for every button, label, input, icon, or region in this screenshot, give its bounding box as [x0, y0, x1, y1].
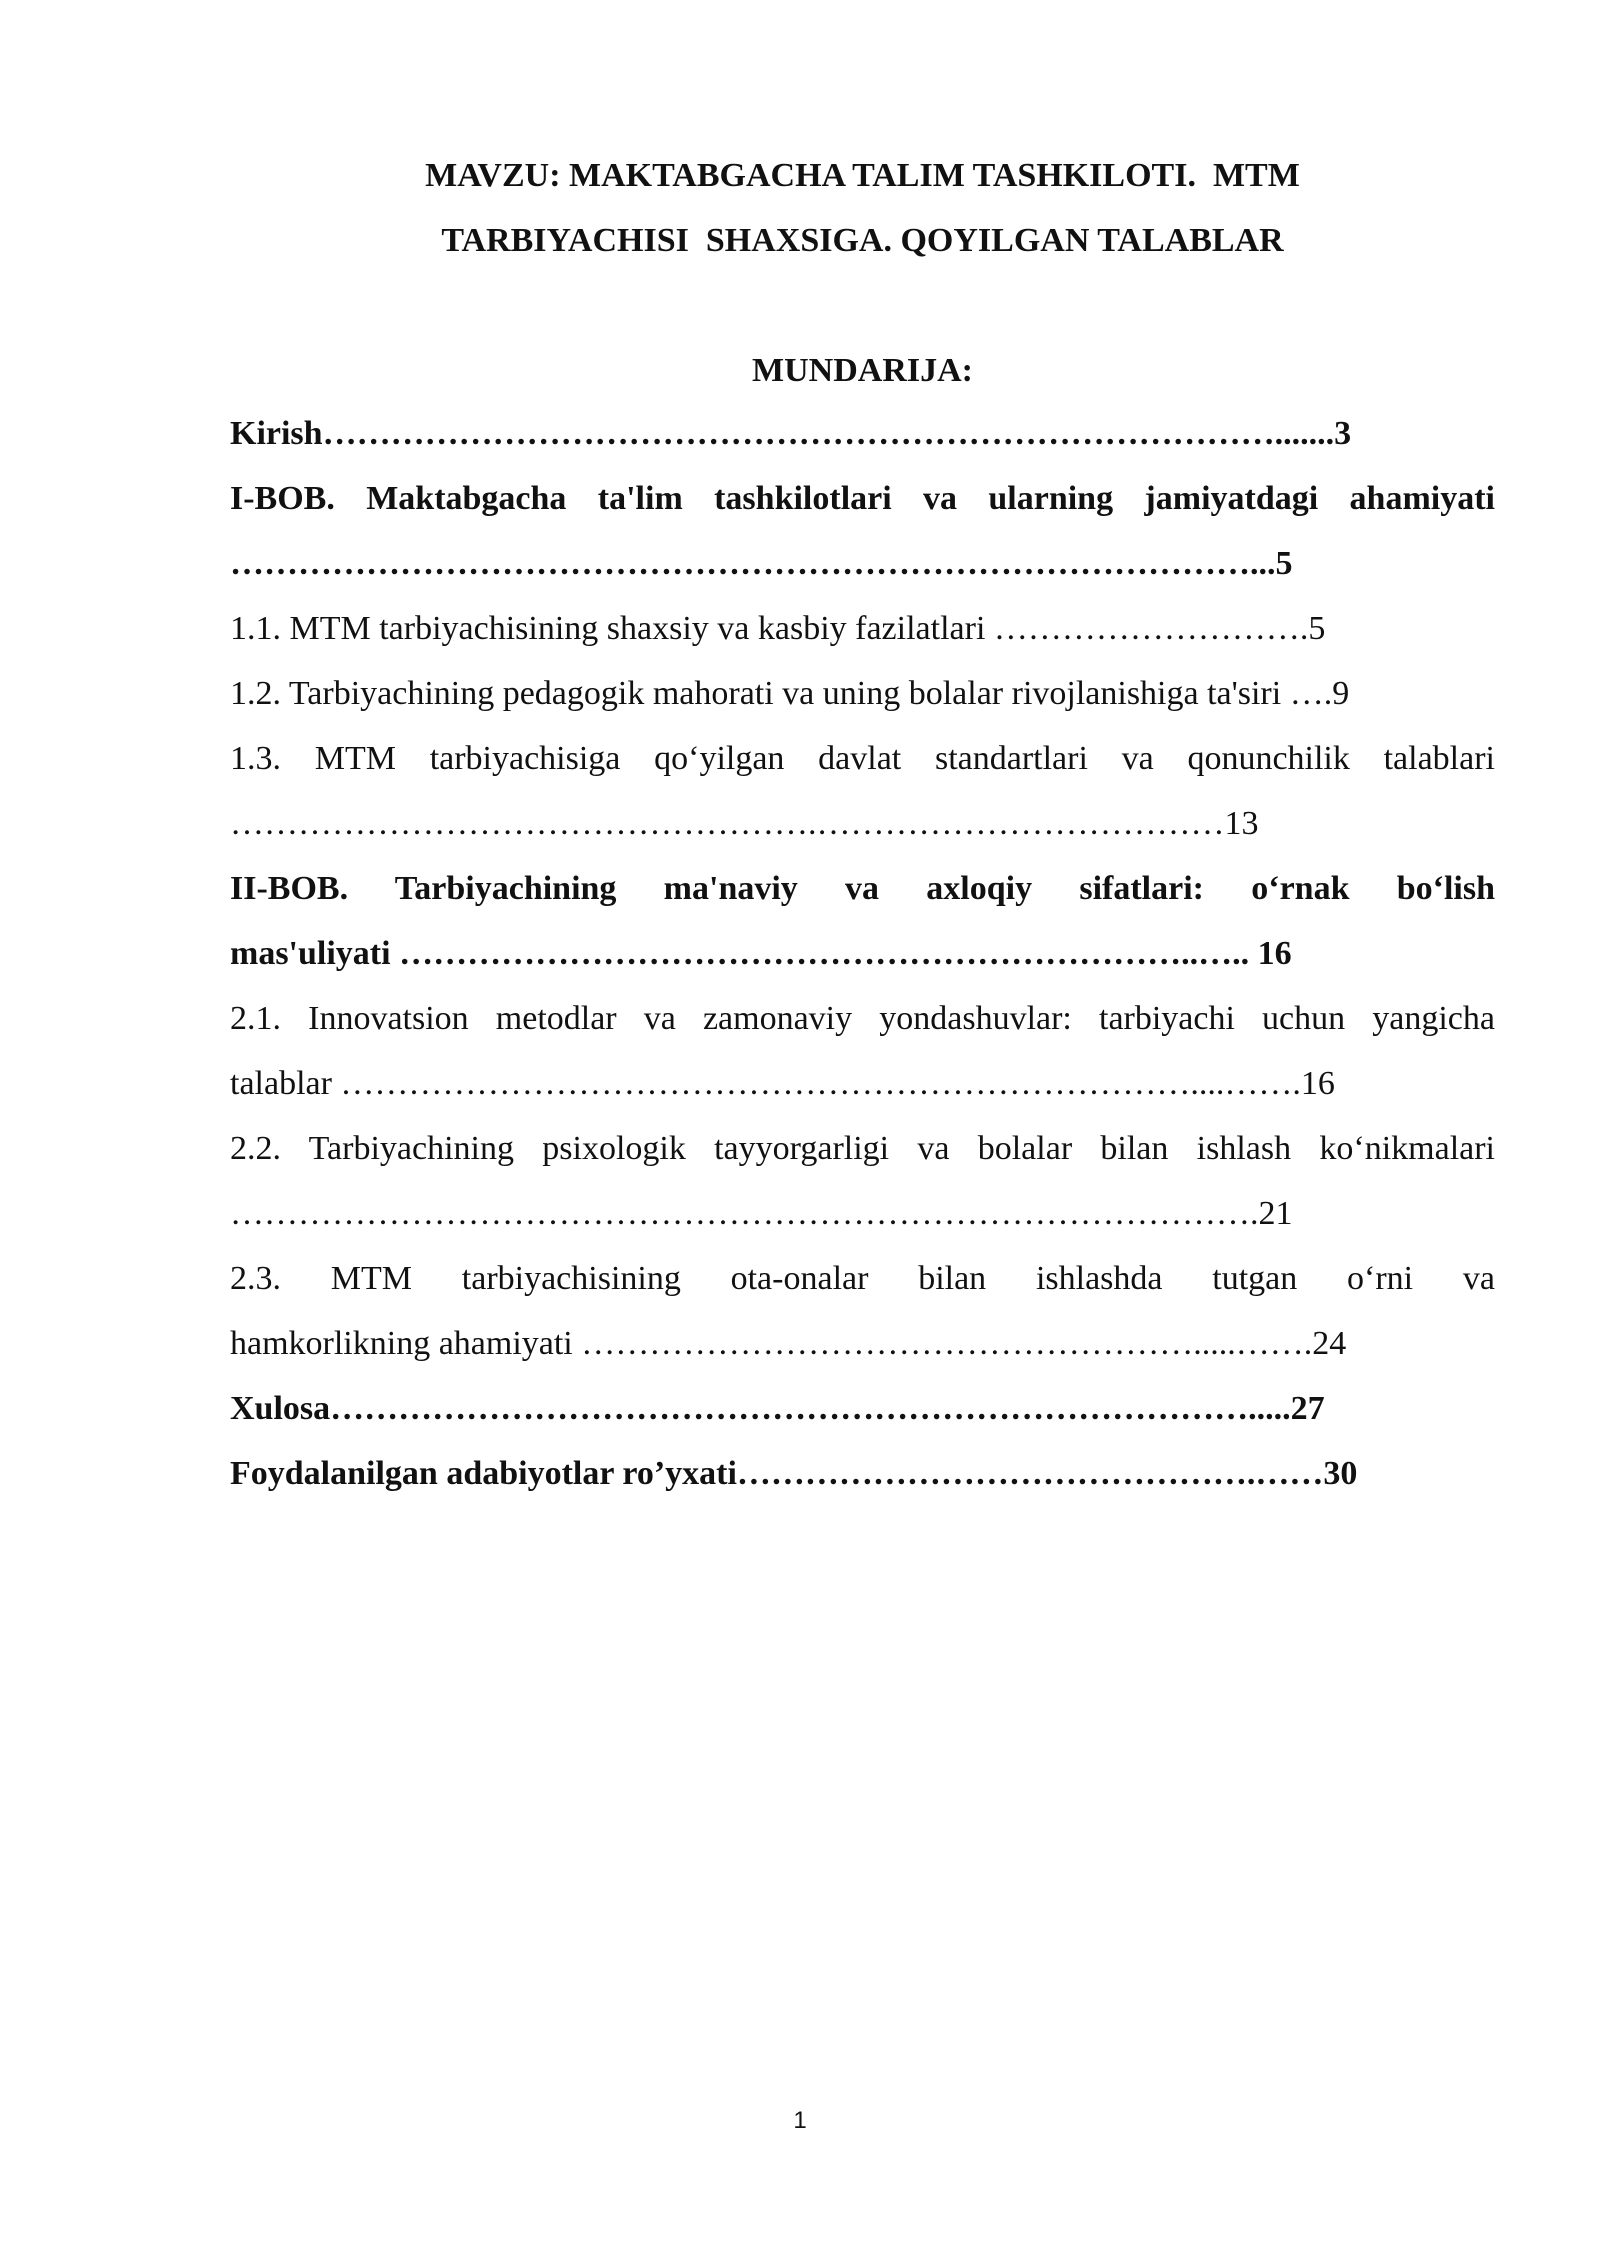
toc-entry-2-2-title: 2.2. Tarbiyachining psixologik tayyorgarligi va bolalar bilan ishlash ko‘nikmalari [230, 1130, 1495, 1167]
toc-chapter-1-leader: ………………………………………………………………………………...5 [230, 545, 1293, 582]
topic-title-line-1: MAVZU: MAKTABGACHA TALIM TASHKILOTI. MTM [425, 157, 1300, 194]
toc-entry-2-1-title: 2.1. Innovatsion metodlar va zamonaviy yondashuvlar: tarbiyachi uchun yangicha [230, 1000, 1495, 1037]
toc-entry-1-3-leader: …………………………………………….………………………………13 [230, 805, 1259, 842]
toc-entry-1-3-title: 1.3. MTM tarbiyachisiga qo‘yilgan davlat standartlari va qonunchilik talablari [230, 740, 1495, 777]
toc-chapter-2-title: II-BOB. Tarbiyachining ma'naviy va axloqiy sifatlari: o‘rnak bo‘lish [230, 870, 1495, 907]
page-number: 1 [793, 2107, 807, 2134]
toc-entry-1-2: 1.2. Tarbiyachining pedagogik mahorati va uning bolalar rivojlanishiga ta'siri ….9 [230, 675, 1350, 712]
toc-entry-2-1-leader: talablar …………………………………………………………………....…….16 [230, 1065, 1335, 1102]
toc-chapter-2-leader: mas'uliyati ……………………………………………………………..….. 16 [230, 935, 1292, 972]
topic-title-line-2: TARBIYACHISI SHAXSIGA. QOYILGAN TALABLAR [441, 222, 1284, 259]
toc-entry-2-3-title: 2.3. MTM tarbiyachisining ota-onalar bilan ishlashda tutgan o‘rni va [230, 1260, 1495, 1297]
toc-entry-2-3-leader: hamkorlikning ahamiyati ……………………………………………….....…….24 [230, 1325, 1347, 1362]
toc-entry-conclusion: Xulosa……………………………………………………………………….....27 [230, 1390, 1325, 1427]
toc-entry-1-1: 1.1. MTM tarbiyachisining shaxsiy va kasbiy fazilatlari ……………………….5 [230, 610, 1326, 647]
toc-entry-2-2-leader: ……………………………………………………………………………….21 [230, 1195, 1293, 1232]
toc-entry-references: Foydalanilgan adabiyotlar ro’yxati……………………………………….……30 [230, 1455, 1358, 1492]
toc-entry-intro: Kirish………………………………………………………………………….......3 [230, 415, 1352, 452]
contents-heading: MUNDARIJA: [752, 352, 973, 389]
toc-chapter-1-title: I-BOB. Maktabgacha ta'lim tashkilotlari va ularning jamiyatdagi ahamiyati [230, 480, 1495, 517]
